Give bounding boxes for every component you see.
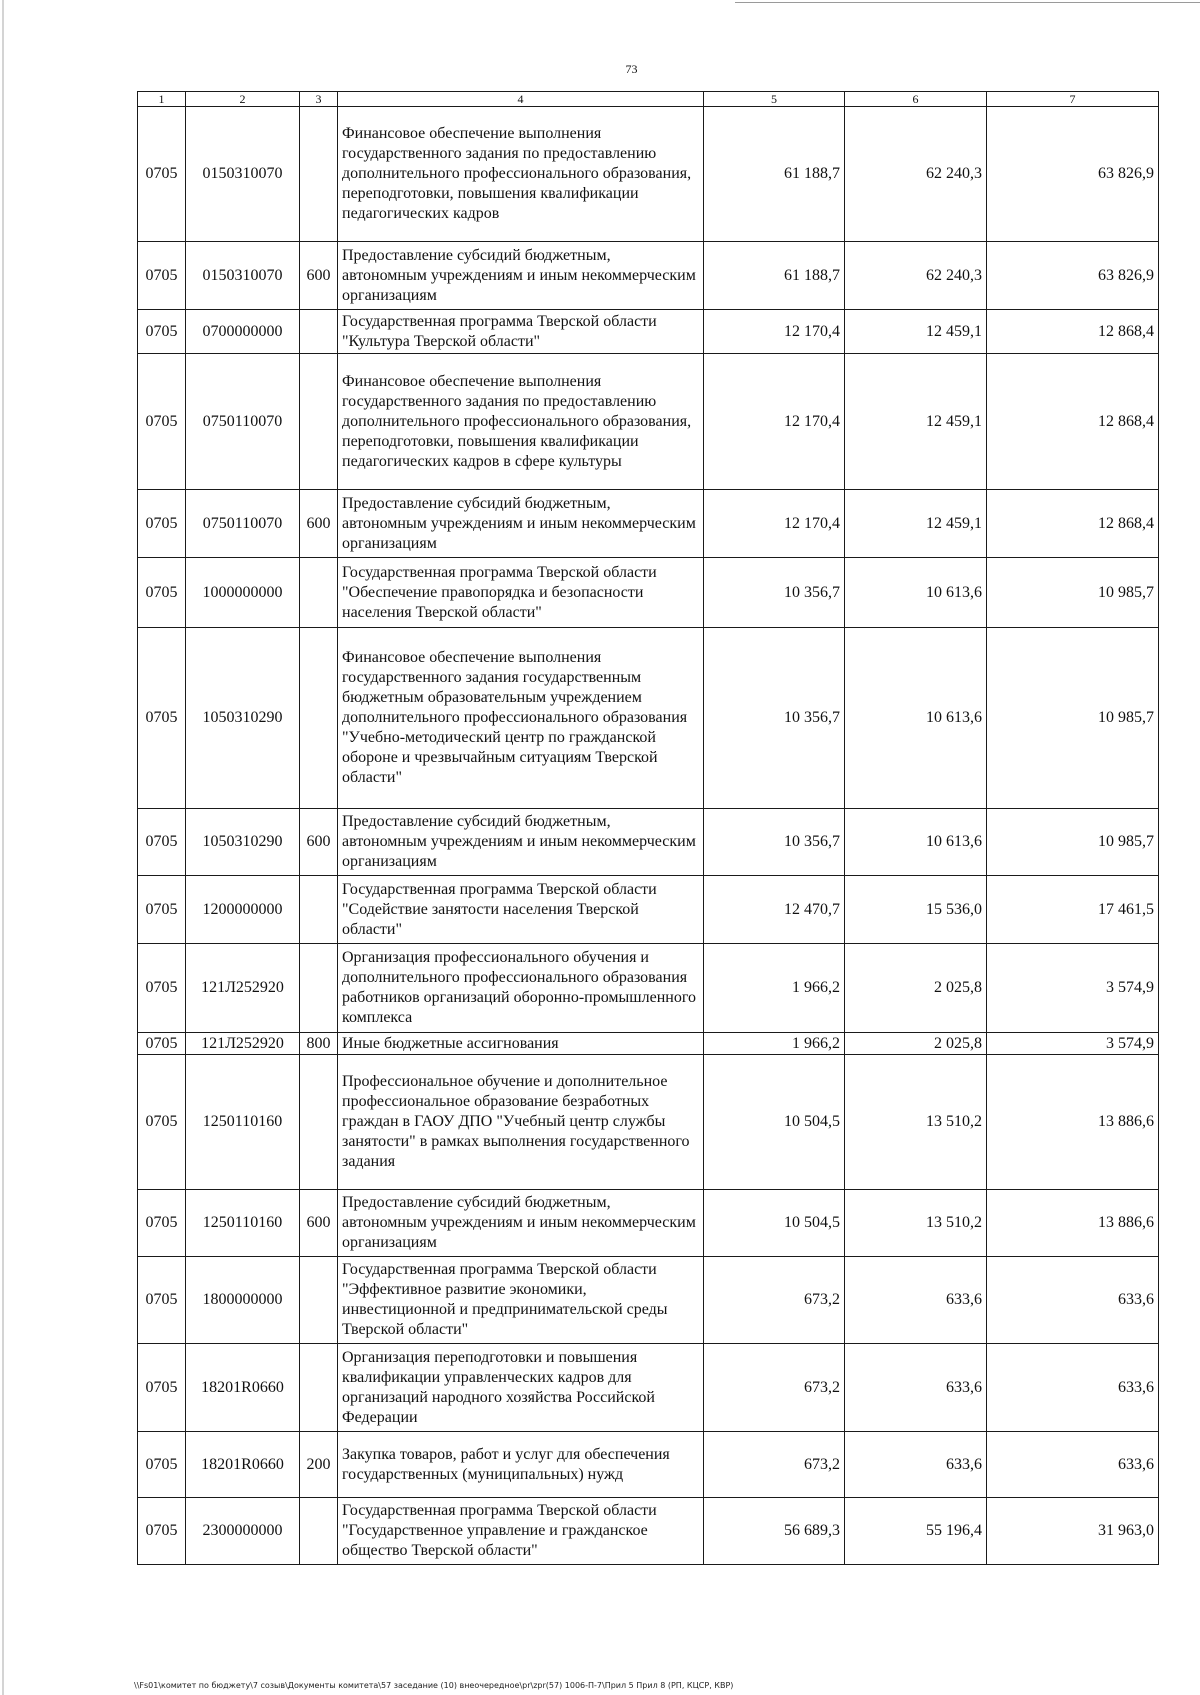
table-row	[138, 876, 1159, 944]
expense-type	[300, 107, 338, 242]
item-name: Государственная программа Тверской области "Государственное управление и гражданское общество Тверской области"	[338, 1498, 704, 1565]
item-name: Закупка товаров, работ и услуг для обеспечения государственных (муниципальных) нужд	[338, 1432, 704, 1498]
item-name: Предоставление субсидий бюджетным, автономным учреждениям и иным некоммерческим организациям	[338, 1190, 704, 1257]
expense-type	[300, 628, 338, 809]
table-row	[138, 809, 1159, 876]
amount-year-3: 12 868,4	[987, 354, 1159, 490]
amount-year-1: 10 504,5	[704, 1055, 845, 1190]
table-row	[138, 1432, 1159, 1498]
amount-year-2: 2 025,8	[845, 1033, 987, 1055]
amount-year-1: 10 356,7	[704, 809, 845, 876]
table-row	[138, 1257, 1159, 1344]
amount-year-1: 10 356,7	[704, 558, 845, 628]
table-row	[138, 1033, 1159, 1055]
scan-artifact-line	[735, 2, 1200, 3]
section-code: 0705	[138, 107, 186, 242]
amount-year-3: 3 574,9	[987, 1033, 1159, 1055]
table-row	[138, 1498, 1159, 1565]
item-name: Предоставление субсидий бюджетным, автономным учреждениям и иным некоммерческим организациям	[338, 809, 704, 876]
table-row	[138, 628, 1159, 809]
header-row	[138, 92, 1159, 107]
amount-year-3: 10 985,7	[987, 809, 1159, 876]
target-code: 18201R0660	[186, 1344, 300, 1432]
amount-year-1: 12 170,4	[704, 490, 845, 558]
amount-year-3: 63 826,9	[987, 107, 1159, 242]
table-row	[138, 944, 1159, 1033]
table-row	[138, 1190, 1159, 1257]
table-row	[138, 558, 1159, 628]
expense-type	[300, 1344, 338, 1432]
item-name: Предоставление субсидий бюджетным, автономным учреждениям и иным некоммерческим организациям	[338, 490, 704, 558]
budget-table	[137, 91, 1159, 1565]
item-name: Финансовое обеспечение выполнения государственного задания по предоставлению дополнительного профессионального образования, переподготовки, повышения квалификации педагогических кадров в сфере культуры	[338, 354, 704, 490]
amount-year-2: 12 459,1	[845, 490, 987, 558]
section-code: 0705	[138, 1190, 186, 1257]
amount-year-1: 1 966,2	[704, 944, 845, 1033]
target-code: 0750110070	[186, 354, 300, 490]
amount-year-3: 17 461,5	[987, 876, 1159, 944]
amount-year-2: 10 613,6	[845, 558, 987, 628]
amount-year-1: 12 170,4	[704, 310, 845, 354]
expense-type: 600	[300, 242, 338, 310]
expense-type	[300, 944, 338, 1033]
amount-year-2: 55 196,4	[845, 1498, 987, 1565]
table-row	[138, 354, 1159, 490]
col-header-6: 6	[845, 92, 987, 107]
page-number: 73	[625, 62, 638, 76]
table-row	[138, 310, 1159, 354]
expense-type: 200	[300, 1432, 338, 1498]
amount-year-3: 633,6	[987, 1344, 1159, 1432]
table-row	[138, 107, 1159, 242]
amount-year-1: 12 170,4	[704, 354, 845, 490]
section-code: 0705	[138, 354, 186, 490]
item-name: Организация переподготовки и повышения квалификации управленческих кадров для организаций народного хозяйства Российской Федерации	[338, 1344, 704, 1432]
section-code: 0705	[138, 490, 186, 558]
amount-year-3: 10 985,7	[987, 558, 1159, 628]
amount-year-1: 673,2	[704, 1432, 845, 1498]
amount-year-2: 12 459,1	[845, 310, 987, 354]
amount-year-2: 15 536,0	[845, 876, 987, 944]
col-header-1: 1	[138, 92, 186, 107]
target-code: 0750110070	[186, 490, 300, 558]
amount-year-3: 633,6	[987, 1257, 1159, 1344]
amount-year-3: 10 985,7	[987, 628, 1159, 809]
expense-type	[300, 1055, 338, 1190]
amount-year-2: 10 613,6	[845, 628, 987, 809]
amount-year-1: 673,2	[704, 1344, 845, 1432]
item-name: Профессиональное обучение и дополнительное профессиональное образование безработных граждан в ГАОУ ДПО "Учебный центр службы занятости" в рамках выполнения государственного задания	[338, 1055, 704, 1190]
expense-type: 600	[300, 809, 338, 876]
table-row	[138, 242, 1159, 310]
item-name: Иные бюджетные ассигнования	[338, 1033, 704, 1055]
section-code: 0705	[138, 1432, 186, 1498]
footer-file-path: \\Fs01\комитет по бюджету\7 созыв\Документы комитета\57 заседание (10) внеочередное\pr\zpr(57) 1006-П-7\Прил 5 Прил 8 (РП, КЦСР, КВР)	[134, 1681, 734, 1690]
table-row	[138, 490, 1159, 558]
target-code: 1800000000	[186, 1257, 300, 1344]
section-code: 0705	[138, 558, 186, 628]
target-code: 121Л252920	[186, 944, 300, 1033]
col-header-2: 2	[186, 92, 300, 107]
target-code: 1200000000	[186, 876, 300, 944]
amount-year-1: 61 188,7	[704, 242, 845, 310]
expense-type: 600	[300, 490, 338, 558]
section-code: 0705	[138, 1055, 186, 1190]
expense-type	[300, 558, 338, 628]
target-code: 0150310070	[186, 242, 300, 310]
scan-edge	[2, 0, 4, 1695]
expense-type	[300, 354, 338, 490]
table-row	[138, 1344, 1159, 1432]
target-code: 121Л252920	[186, 1033, 300, 1055]
amount-year-2: 13 510,2	[845, 1055, 987, 1190]
item-name: Государственная программа Тверской области "Эффективное развитие экономики, инвестиционной и предпринимательской среды Тверской области"	[338, 1257, 704, 1344]
amount-year-1: 673,2	[704, 1257, 845, 1344]
expense-type	[300, 876, 338, 944]
table-row	[138, 1055, 1159, 1190]
amount-year-1: 56 689,3	[704, 1498, 845, 1565]
item-name: Финансовое обеспечение выполнения государственного задания государственным бюджетным образовательным учреждением дополнительного профессионального образования "Учебно-методический центр по гражданской обороне и чрезвычайным ситуациям Тверской области"	[338, 628, 704, 809]
section-code: 0705	[138, 310, 186, 354]
section-code: 0705	[138, 1257, 186, 1344]
section-code: 0705	[138, 944, 186, 1033]
section-code: 0705	[138, 1033, 186, 1055]
col-header-5: 5	[704, 92, 845, 107]
amount-year-3: 633,6	[987, 1432, 1159, 1498]
item-name: Государственная программа Тверской области "Обеспечение правопорядка и безопасности населения Тверской области"	[338, 558, 704, 628]
amount-year-2: 62 240,3	[845, 107, 987, 242]
col-header-4: 4	[338, 92, 704, 107]
target-code: 2300000000	[186, 1498, 300, 1565]
target-code: 1050310290	[186, 809, 300, 876]
expense-type: 800	[300, 1033, 338, 1055]
target-code: 1250110160	[186, 1055, 300, 1190]
amount-year-2: 2 025,8	[845, 944, 987, 1033]
amount-year-1: 1 966,2	[704, 1033, 845, 1055]
amount-year-3: 12 868,4	[987, 310, 1159, 354]
target-code: 0150310070	[186, 107, 300, 242]
amount-year-1: 10 356,7	[704, 628, 845, 809]
target-code: 1250110160	[186, 1190, 300, 1257]
expense-type	[300, 1498, 338, 1565]
item-name: Предоставление субсидий бюджетным, автономным учреждениям и иным некоммерческим организациям	[338, 242, 704, 310]
target-code: 0700000000	[186, 310, 300, 354]
col-header-7: 7	[987, 92, 1159, 107]
section-code: 0705	[138, 628, 186, 809]
expense-type	[300, 310, 338, 354]
item-name: Организация профессионального обучения и дополнительного профессионального образования работников организаций оборонно-промышленного комплекса	[338, 944, 704, 1033]
amount-year-3: 3 574,9	[987, 944, 1159, 1033]
amount-year-2: 633,6	[845, 1257, 987, 1344]
amount-year-1: 61 188,7	[704, 107, 845, 242]
amount-year-1: 10 504,5	[704, 1190, 845, 1257]
amount-year-2: 12 459,1	[845, 354, 987, 490]
item-name: Государственная программа Тверской области "Культура Тверской области"	[338, 310, 704, 354]
col-header-3: 3	[300, 92, 338, 107]
section-code: 0705	[138, 809, 186, 876]
target-code: 1000000000	[186, 558, 300, 628]
amount-year-3: 31 963,0	[987, 1498, 1159, 1565]
amount-year-2: 13 510,2	[845, 1190, 987, 1257]
amount-year-2: 633,6	[845, 1432, 987, 1498]
target-code: 1050310290	[186, 628, 300, 809]
amount-year-2: 633,6	[845, 1344, 987, 1432]
amount-year-2: 62 240,3	[845, 242, 987, 310]
item-name: Государственная программа Тверской области "Содействие занятости населения Тверской области"	[338, 876, 704, 944]
target-code: 18201R0660	[186, 1432, 300, 1498]
amount-year-2: 10 613,6	[845, 809, 987, 876]
amount-year-3: 12 868,4	[987, 490, 1159, 558]
section-code: 0705	[138, 876, 186, 944]
amount-year-3: 63 826,9	[987, 242, 1159, 310]
amount-year-3: 13 886,6	[987, 1190, 1159, 1257]
section-code: 0705	[138, 1498, 186, 1565]
amount-year-3: 13 886,6	[987, 1055, 1159, 1190]
section-code: 0705	[138, 1344, 186, 1432]
section-code: 0705	[138, 242, 186, 310]
amount-year-1: 12 470,7	[704, 876, 845, 944]
expense-type	[300, 1257, 338, 1344]
expense-type: 600	[300, 1190, 338, 1257]
item-name: Финансовое обеспечение выполнения государственного задания по предоставлению дополнительного профессионального образования, переподготовки, повышения квалификации педагогических кадров	[338, 107, 704, 242]
